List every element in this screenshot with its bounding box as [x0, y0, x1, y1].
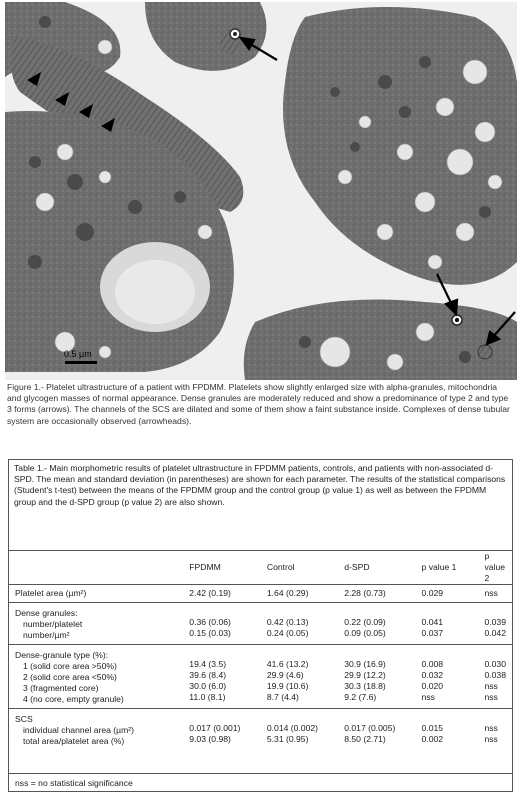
- value-cell: 0.09 (0.05): [344, 628, 386, 638]
- value-cell: 29.9 (12.2): [344, 670, 386, 680]
- header-cell: d-SPD: [338, 551, 415, 585]
- table-row: [9, 603, 512, 645]
- value-cell: 0.24 (0.05): [266, 628, 309, 638]
- platelet-bottom-right: [244, 300, 517, 381]
- value-cell: 2.42 (0.19): [189, 588, 231, 598]
- value-cell: 1.64 (0.29): [266, 588, 309, 598]
- table-row: [9, 585, 512, 603]
- header-cell: p value 2: [478, 551, 512, 585]
- value-cell: 0.030: [484, 659, 506, 669]
- value-cell: 0.002: [421, 734, 444, 744]
- value-cell: 0.038: [484, 670, 506, 680]
- value-cell: 0.017 (0.005): [344, 723, 396, 733]
- value-cell: 0.039: [484, 617, 506, 627]
- value-cell: 19.4 (3.5): [189, 659, 227, 669]
- row-label: number/platelet: [23, 619, 83, 629]
- table-row: [9, 709, 512, 751]
- value-cell: 29.9 (4.6): [266, 670, 304, 680]
- value-cell: 0.017 (0.001): [189, 723, 241, 733]
- value-cell: 9.03 (0.98): [189, 734, 231, 744]
- row-label: 2 (solid core area <50%): [23, 672, 117, 682]
- row-label: Platelet area (µm²): [15, 588, 87, 598]
- section-label: SCS: [15, 714, 33, 724]
- value-cell: 8.7 (4.4): [266, 692, 299, 702]
- value-cell: 41.6 (13.2): [266, 659, 309, 669]
- value-cell: 2.28 (0.73): [344, 588, 386, 598]
- header-cell: FPDMM: [183, 551, 261, 585]
- micrograph-image: [5, 2, 517, 380]
- value-cell: 39.6 (8.4): [189, 670, 227, 680]
- row-label: individual channel area (µm²): [23, 725, 134, 735]
- value-cell: 0.008: [421, 659, 444, 669]
- value-cell: 9.2 (7.6): [344, 692, 377, 702]
- value-cell: nss: [484, 588, 498, 598]
- header-cell: p value 1: [416, 551, 479, 585]
- value-cell: 0.014 (0.002): [266, 723, 319, 733]
- value-cell: nss: [484, 692, 498, 702]
- table-footnote: nss = no statistical significance: [15, 778, 133, 788]
- value-cell: 0.032: [421, 670, 444, 680]
- value-cell: 0.42 (0.13): [266, 617, 309, 627]
- value-cell: 11.0 (8.1): [189, 692, 226, 702]
- value-cell: 30.0 (6.0): [189, 681, 227, 691]
- value-cell: 0.041: [421, 617, 444, 627]
- header-cell: [9, 551, 183, 585]
- row-label: 1 (solid core area >50%): [23, 661, 117, 671]
- value-cell: 19.9 (10.6): [266, 681, 309, 691]
- value-cell: 5.31 (0.95): [266, 734, 309, 744]
- results-table: [9, 550, 512, 750]
- value-cell: 0.029: [421, 588, 444, 598]
- morphometric-table: [8, 459, 513, 792]
- platelet-micrograph: [5, 2, 517, 380]
- value-cell: 0.15 (0.03): [189, 628, 231, 638]
- value-cell: nss: [421, 692, 435, 702]
- row-label: 4 (no core, empty granule): [23, 694, 124, 704]
- table-header-row: [9, 551, 512, 585]
- section-label: Dense-granule type (%):: [15, 650, 109, 660]
- value-cell: 0.015: [421, 723, 444, 733]
- row-label: total area/platelet area (%): [23, 736, 125, 746]
- footnote-divider: [9, 773, 512, 774]
- value-cell: 30.3 (18.8): [344, 681, 386, 691]
- value-cell: 0.042: [484, 628, 506, 638]
- scale-bar: [65, 361, 97, 364]
- row-label: number/µm²: [23, 630, 70, 640]
- value-cell: 0.037: [421, 628, 444, 638]
- header-cell: Control: [261, 551, 338, 585]
- value-cell: nss: [484, 681, 498, 691]
- figure-caption: Figure 1.- Platelet ultrastructure of a patient with FPDMM. Platelets show slightly enlarged size with alpha-granules, mitochondria and glycogen masses of normal appearance. Dense granules are moderately reduced and show a predominance of type 2 and type 3 forms (arrows). The channels of the SCS are dilated and some of them show a faint substance inside. Complexes of dense tubular system are occasionally observed (arrowheads).: [7, 382, 510, 426]
- value-cell: nss: [484, 734, 498, 744]
- section-label: Dense granules:: [15, 608, 78, 618]
- value-cell: 0.22 (0.09): [344, 617, 386, 627]
- value-cell: nss: [484, 723, 498, 733]
- value-cell: 30.9 (16.9): [344, 659, 386, 669]
- table-row: [9, 645, 512, 709]
- value-cell: 0.36 (0.06): [189, 617, 231, 627]
- table-caption: Table 1.- Main morphometric results of platelet ultrastructure in FPDMM patients, controls, and patients with non-associated d-SPD. The mean and standard deviation (in parentheses) are shown for each parameter. The results of the statistical comparisons (Student's t-test) between the means of the FPDMM group and the control group (p value 1) as well as between the FPDMM group and the d-SPD group (p value 2) are also shown.: [14, 463, 506, 507]
- scale-bar-label: 0.5 µm: [64, 349, 92, 359]
- value-cell: 8.50 (2.71): [344, 734, 386, 744]
- value-cell: 0.020: [421, 681, 444, 691]
- row-label: 3 (fragmented core): [23, 683, 99, 693]
